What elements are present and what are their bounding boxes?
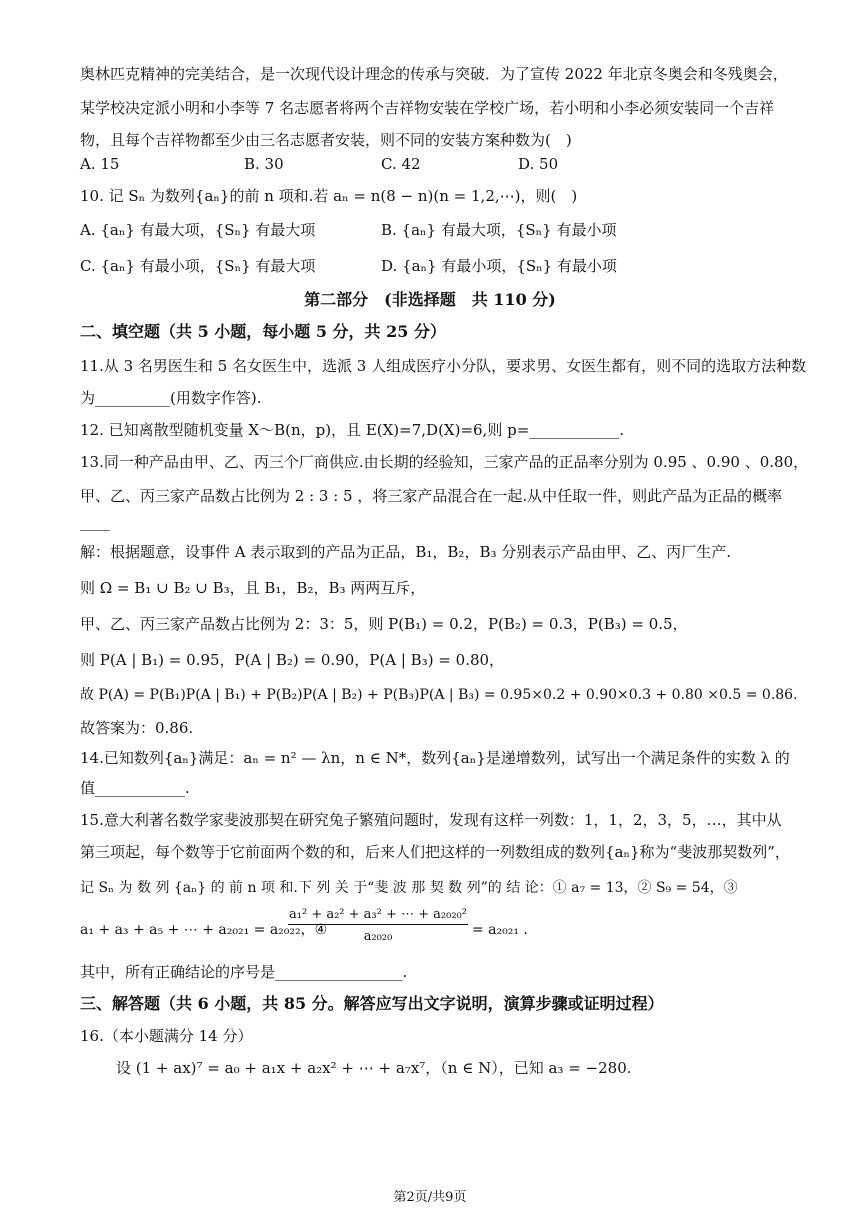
- q10-option-a: A. {aₙ} 有最大项，{Sₙ} 有最大项: [80, 221, 316, 239]
- q9-line-3: 物，且每个吉祥物都至少由三名志愿者安装，则不同的安装方案种数为( ): [80, 131, 572, 149]
- q15-fraction-denominator: a₂₀₂₀: [363, 929, 393, 944]
- q16-line-1: 设 (1 + ax)⁷ = a₀ + a₁x + a₂x² + ⋯ + a₇x⁷，（n ∈ N），已知 a₃ = −280.: [116, 1059, 632, 1077]
- q16-title: 16.（本小题满分 14 分）: [80, 1027, 253, 1045]
- q14-line-2: 值____________.: [80, 779, 190, 797]
- q13-solution-5: 故 P(A) = P(B₁)P(A | B₁) + P(B₂)P(A | B₂) + P(B₃)P(A | B₃) = 0.95×0.2 + 0.90×0.3 + 0.80 ×0.5 = 0.86.: [80, 687, 798, 703]
- q13-line-2: 甲、乙、丙三家产品数占比例为 2 : 3 : 5 ，将三家产品混合在一起.从中任取一件，则此产品为正品的概率: [80, 487, 783, 505]
- q13-solution-3: 甲、乙、丙三家产品数占比例为 2：3：5，则 P(B₁) = 0.2，P(B₂) = 0.3，P(B₃) = 0.5，: [80, 615, 688, 633]
- q10-option-c: C. {aₙ} 有最小项，{Sₙ} 有最大项: [80, 257, 316, 275]
- q13-solution-4: 则 P(A | B₁) = 0.95，P(A | B₂) = 0.90，P(A | B₃) = 0.80，: [80, 651, 505, 669]
- q9-line-1: 奥林匹克精神的完美结合，是一次现代设计理念的传承与突破．为了宣传 2022 年北京冬奥会和冬残奥会，: [80, 65, 788, 83]
- q10-option-b: B. {aₙ} 有最大项，{Sₙ} 有最小项: [381, 221, 617, 239]
- q9-option-c: C. 42: [381, 155, 421, 173]
- q9-line-2: 某学校决定派小明和小李等 7 名志愿者将两个吉祥物安装在学校广场，若小明和小李必须安装同一个吉祥: [80, 99, 775, 117]
- page-footer: 第2页/共9页: [393, 1190, 467, 1205]
- q10-option-d: D. {aₙ} 有最小项，{Sₙ} 有最小项: [381, 257, 617, 275]
- q10-stem: 10. 记 Sₙ 为数列{aₙ}的前 n 项和.若 aₙ = n(8 − n)(n = 1,2,⋯)，则( ): [80, 187, 578, 205]
- q13-line-1: 13.同一种产品由甲、乙、丙三个厂商供应.由长期的经验知，三家产品的正品率分别为 0.95 、0.90 、0.80，: [80, 453, 809, 471]
- q9-option-a: A. 15: [80, 155, 120, 173]
- q15-line-3: 记 Sₙ 为 数 列 {aₙ} 的 前 n 项 和.下 列 关 于“斐 波 那 契 数 列”的 结 论：① a₇ = 13，② S₉ = 54，③: [80, 880, 738, 896]
- q15-line-1: 15.意大利著名数学家斐波那契在研究兔子繁殖问题时，发现有这样一列数：1，1，2，3，5，…，其中从: [80, 811, 782, 829]
- section-3-title: 三、解答题（共 6 小题，共 85 分。解答应写出文字说明，演算步骤或证明过程）: [80, 994, 664, 1013]
- q14-line-1: 14.已知数列{aₙ}满足：aₙ = n² — λn，n ∈ N*，数列{aₙ}是递增数列，试写出一个满足条件的实数 λ 的: [80, 749, 790, 767]
- q15-line-2: 第三项起，每个数等于它前面两个数的和，后来人们把这样的一列数组成的数列{aₙ}称为“斐波那契数列”，: [80, 843, 790, 861]
- q15-fraction-numerator: a₁² + a₂² + a₃² + ⋯ + a₂₀₂₀²: [288, 906, 468, 925]
- q13-answer: 故答案为：0.86.: [80, 719, 194, 737]
- q15-line-4b: = a₂₀₂₁ .: [472, 922, 528, 938]
- q11-line-1: 11.从 3 名男医生和 5 名女医生中，选派 3 人组成医疗小分队，要求男、女医生都有，则不同的选取方法种数: [80, 357, 807, 375]
- q9-option-d: D. 50: [518, 155, 559, 173]
- q12: 12. 已知离散型随机变量 X～B(n，p)，且 E(X)=7,D(X)=6,则 p=____________.: [80, 421, 625, 439]
- section-2-title: 二、填空题（共 5 小题，每小题 5 分，共 25 分）: [80, 322, 446, 341]
- q15-line-4a: a₁ + a₃ + a₅ + ⋯ + a₂₀₂₁ = a₂₀₂₂，④: [80, 922, 328, 938]
- q9-option-b: B. 30: [244, 155, 284, 173]
- q13-solution-1: 解：根据题意，设事件 A 表示取到的产品为正品，B₁，B₂，B₃ 分别表示产品由甲、乙、丙厂生产.: [80, 543, 732, 561]
- q13-line-3: ____: [80, 513, 110, 531]
- q13-solution-2: 则 Ω = B₁ ∪ B₂ ∪ B₃，且 B₁，B₂，B₃ 两两互斥，: [80, 579, 426, 597]
- q11-line-2: 为__________(用数字作答).: [80, 389, 262, 407]
- part-2-title: 第二部分 (非选择题 共 110 分): [304, 290, 556, 309]
- q15-line-5: 其中，所有正确结论的序号是_________________.: [80, 963, 408, 981]
